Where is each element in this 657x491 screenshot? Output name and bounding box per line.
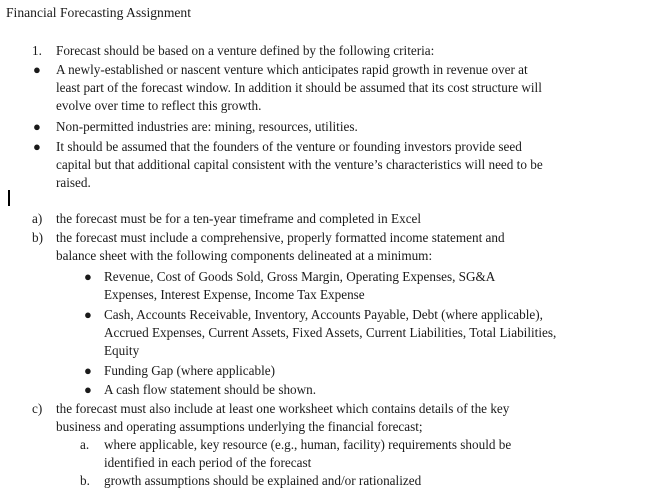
sub-item-line: identified in each period of the forecast xyxy=(104,455,312,470)
sub-item xyxy=(0,472,657,490)
criteria-bullet xyxy=(0,138,657,192)
criteria-bullet xyxy=(0,118,657,136)
component-bullet xyxy=(0,268,657,304)
list-number: 1. xyxy=(32,43,42,58)
bullet-line: Revenue, Cost of Goods Sold, Gross Margin, Operating Expenses, SG&A xyxy=(104,269,496,284)
document-title: Financial Forecasting Assignment xyxy=(6,5,192,20)
sub-marker: b. xyxy=(80,473,90,488)
requirement-line: business and operating assumptions underlying the financial forecast; xyxy=(56,419,423,434)
sub-item xyxy=(0,436,657,472)
criteria-bullet xyxy=(0,61,657,115)
component-bullet xyxy=(0,362,657,380)
list-marker: a) xyxy=(32,211,43,226)
bullet-line: Equity xyxy=(104,343,140,358)
bullet-icon: ● xyxy=(84,269,92,284)
bullet-icon: ● xyxy=(33,62,41,77)
requirement-line: the forecast must be for a ten-year timeframe and completed in Excel xyxy=(56,211,422,226)
bullet-line: It should be assumed that the founders of the venture or founding investors provide seed xyxy=(56,139,522,154)
requirement-item xyxy=(0,229,657,265)
requirement-line: balance sheet with the following components delineated at a minimum: xyxy=(56,248,433,263)
list-marker: b) xyxy=(32,230,43,245)
bullet-line: Funding Gap (where applicable) xyxy=(104,363,276,378)
bullet-line: Accrued Expenses, Current Assets, Fixed Assets, Current Liabilities, Total Liabilities, xyxy=(104,325,557,340)
bullet-icon: ● xyxy=(84,382,92,397)
bullet-icon: ● xyxy=(33,119,41,134)
sub-item-line: where applicable, key resource (e.g., human, facility) requirements should be xyxy=(104,437,512,452)
criteria-item xyxy=(0,42,657,60)
bullet-line: A newly-established or nascent venture which anticipates rapid growth in revenue over at xyxy=(56,62,528,77)
bullet-line: Cash, Accounts Receivable, Inventory, Accounts Payable, Debt (where applicable), xyxy=(104,307,543,322)
text-cursor xyxy=(8,190,10,206)
bullet-line: A cash flow statement should be shown. xyxy=(104,382,317,397)
bullet-line: evolve over time to reflect this growth. xyxy=(56,98,262,113)
bullet-line: Non-permitted industries are: mining, resources, utilities. xyxy=(56,119,358,134)
component-bullet xyxy=(0,306,657,360)
sub-item-line: growth assumptions should be explained and/or rationalized xyxy=(104,473,422,488)
criteria-intro: Forecast should be based on a venture defined by the following criteria: xyxy=(56,43,435,58)
bullet-icon: ● xyxy=(33,139,41,154)
bullet-line: raised. xyxy=(56,175,91,190)
list-marker: c) xyxy=(32,401,43,416)
component-bullet xyxy=(0,381,657,399)
bullet-line: Expenses, Interest Expense, Income Tax Expense xyxy=(104,287,365,302)
requirement-item xyxy=(0,400,657,436)
sub-marker: a. xyxy=(80,437,90,452)
requirement-line: the forecast must include a comprehensive, properly formatted income statement and xyxy=(56,230,505,245)
bullet-icon: ● xyxy=(84,307,92,322)
requirement-item xyxy=(0,210,657,228)
bullet-line: least part of the forecast window. In addition it should be assumed that its cost structure will xyxy=(56,80,542,95)
requirement-line: the forecast must also include at least one worksheet which contains details of the key xyxy=(56,401,510,416)
bullet-line: capital but that additional capital consistent with the venture’s characteristics will need to be xyxy=(56,157,543,172)
bullet-icon: ● xyxy=(84,363,92,378)
